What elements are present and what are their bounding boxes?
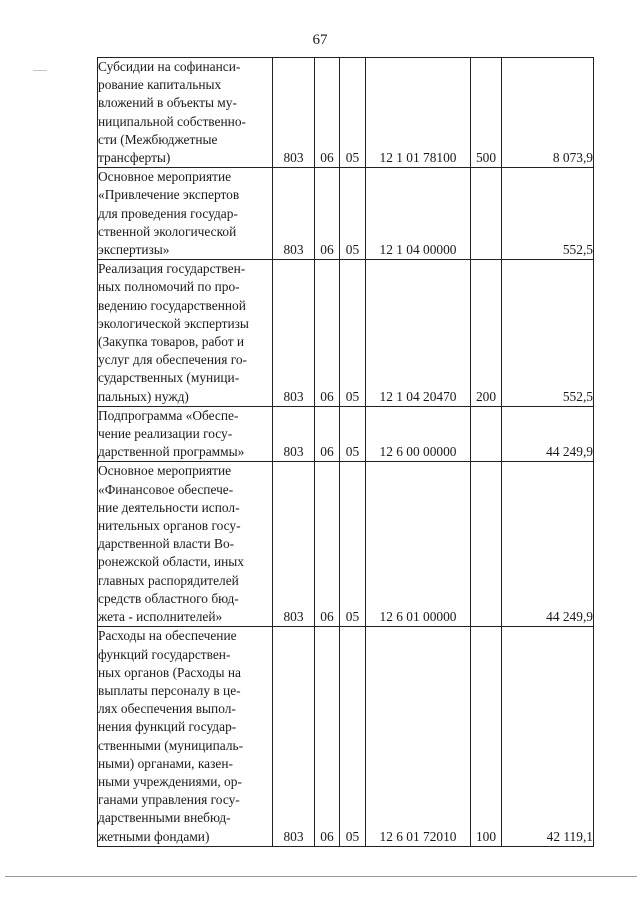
amount-cell: 44 249,9 [502,406,594,462]
description-cell [98,462,273,627]
description-line: ронежской области, иных [98,554,244,570]
amount-cell: 42 119,1 [502,627,594,846]
description-line: трансферты) [98,150,171,166]
description-cell [98,406,273,462]
description-line: вложений в объекты му- [98,95,237,111]
description-line: для проведения государ- [98,205,238,221]
target-article-cell: 12 1 04 00000 [366,168,471,260]
expense-type-cell [471,406,502,462]
table-row [98,260,594,407]
description-line: «Привлечение экспертов [98,187,240,203]
description-cell [98,58,273,168]
description-line: Основное мероприятие [98,169,232,185]
description-line: дарственной программы» [98,444,245,460]
grbs-cell: 803 [273,462,315,627]
description-line: чение реализации госу- [98,426,233,442]
amount-cell: 552,5 [502,260,594,407]
description-line: нительных органов госу- [98,518,241,534]
description-cell [98,627,273,846]
target-article-cell: 12 6 01 72010 [366,627,471,846]
description-line: Расходы на обеспечение [98,628,237,644]
description-line: сударственных (муници- [98,370,240,386]
description-line: функций государствен- [98,646,231,662]
description-line: нения функций государ- [98,719,237,735]
description-line: (Закупка товаров, работ и [98,334,245,350]
description-line: ных полномочий по про- [98,279,240,295]
table-row [98,462,594,627]
page-number: 67 [312,32,328,48]
description-line: «Финансовое обеспече- [98,481,234,497]
table-row [98,627,594,846]
description-line: лях обеспечения выпол- [98,701,236,717]
amount-cell: 44 249,9 [502,462,594,627]
footer-rule [5,876,637,877]
amount-cell: 8 073,9 [502,58,594,168]
grbs-cell: 803 [273,58,315,168]
description-line: ных органов (Расходы на [98,664,241,680]
section-cell: 06 [315,168,340,260]
description-line: пальных) нужд) [98,388,189,404]
grbs-cell: 803 [273,627,315,846]
description-cell [98,168,273,260]
description-line: Реализация государствен- [98,261,246,277]
subsection-cell: 05 [340,168,366,260]
description-line: сти (Межбюджетные [98,131,218,147]
expense-type-cell: 200 [471,260,502,407]
description-line: ниципальной собственно- [98,113,246,129]
description-line: ными) органами, казен- [98,755,233,771]
expense-type-cell [471,462,502,627]
description-line: ведению государственной [98,297,246,313]
section-cell: 06 [315,627,340,846]
description-line: жетными фондами) [98,828,210,844]
table-row [98,58,594,168]
description-line: жета - исполнителей» [98,609,223,625]
table-body [98,58,594,847]
description-line: экологической экспертизы [98,315,249,331]
description-line: ганами управления госу- [98,792,240,808]
subsection-cell: 05 [340,406,366,462]
description-line: Субсидии на софинанси- [98,59,241,74]
section-cell: 06 [315,58,340,168]
subsection-cell: 05 [340,462,366,627]
description-line: ние деятельности испол- [98,499,240,515]
section-cell: 06 [315,406,340,462]
table-row [98,168,594,260]
description-line: услуг для обеспечения го- [98,352,248,368]
target-article-cell: 12 6 00 00000 [366,406,471,462]
description-line: ственной экологической [98,223,237,239]
section-cell: 06 [315,260,340,407]
budget-table [97,57,594,847]
description-line: главных распорядителей [98,572,239,588]
section-cell: 06 [315,462,340,627]
description-line: ными учреждениями, ор- [98,773,242,789]
description-line: ственными (муниципаль- [98,737,244,753]
subsection-cell: 05 [340,260,366,407]
grbs-cell: 803 [273,406,315,462]
table-row [98,406,594,462]
description-line: Подпрограмма «Обеспе- [98,407,239,423]
subsection-cell: 05 [340,58,366,168]
expense-type-cell [471,168,502,260]
description-line: Основное мероприятие [98,463,232,479]
scan-mark [33,70,47,71]
grbs-cell: 803 [273,168,315,260]
description-line: выплаты персоналу в це- [98,682,241,698]
description-line: рование капитальных [98,77,222,93]
subsection-cell: 05 [340,627,366,846]
expense-type-cell: 100 [471,627,502,846]
description-line: средств областного бюд- [98,590,239,606]
description-line: дарственными внебюд- [98,810,231,826]
target-article-cell: 12 6 01 00000 [366,462,471,627]
description-line: экспертизы» [98,242,170,258]
amount-cell: 552,5 [502,168,594,260]
grbs-cell: 803 [273,260,315,407]
description-cell [98,260,273,407]
expense-type-cell: 500 [471,58,502,168]
target-article-cell: 12 1 04 20470 [366,260,471,407]
description-line: дарственной власти Во- [98,536,235,552]
target-article-cell: 12 1 01 78100 [366,58,471,168]
